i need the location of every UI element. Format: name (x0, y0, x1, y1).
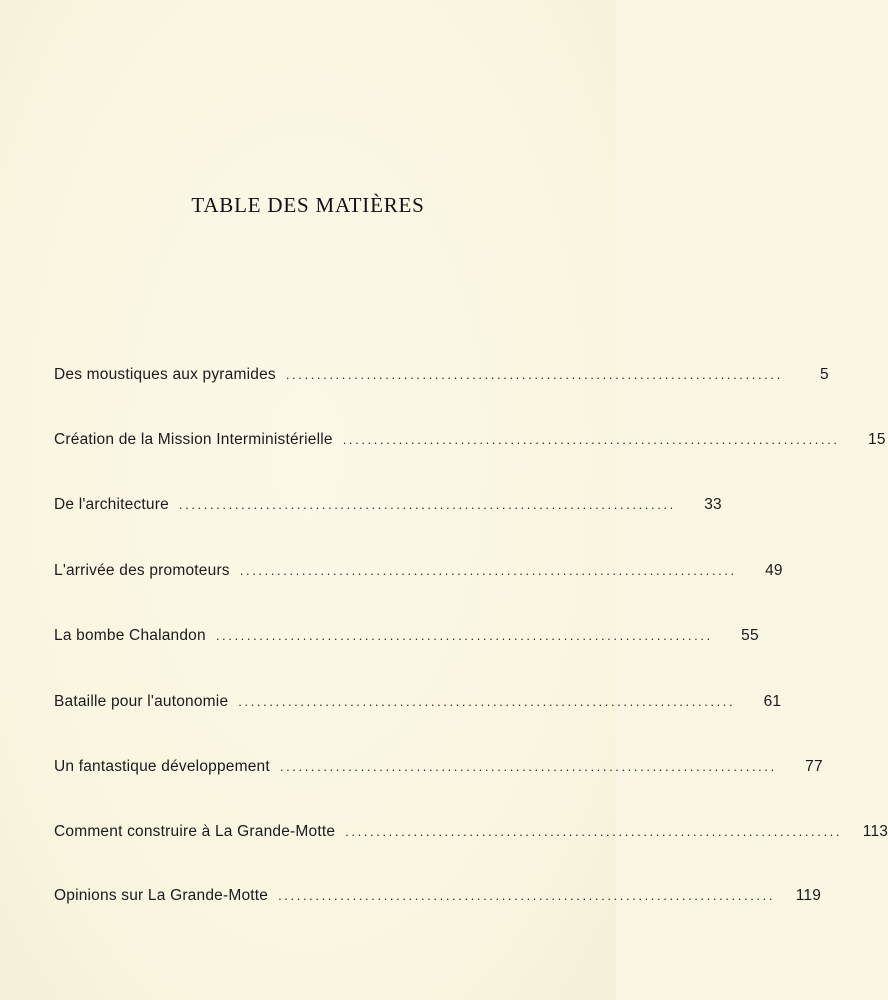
dot-leader: ................................................................................ (285, 367, 783, 382)
toc-entry (54, 431, 886, 455)
toc-entry-page: 5 (819, 366, 829, 383)
toc-entry (54, 887, 822, 911)
toc-entry (54, 693, 782, 717)
toc-entry-title: Création de la Mission Interministérielle (54, 431, 333, 448)
toc-entry (54, 823, 888, 847)
toc-entry-page: 119 (795, 887, 822, 904)
toc-entry-page: 61 (763, 693, 782, 710)
dot-leader: ................................................................................ (278, 888, 776, 903)
toc-entry-page: 113 (862, 823, 888, 840)
dot-leader: ................................................................................ (238, 694, 736, 709)
toc-entry-title: Bataille pour l'autonomie (54, 693, 229, 710)
toc-entry-title: Comment construire à La Grande-Motte (54, 823, 336, 840)
toc-entry (54, 366, 829, 390)
toc-entry-title: L'arrivée des promoteurs (54, 562, 230, 579)
dot-leader: ................................................................................ (215, 628, 713, 643)
toc-entry-page: 55 (741, 627, 759, 644)
toc-entry-title: Un fantastique développement (54, 758, 270, 775)
toc-entry (54, 627, 759, 651)
dot-leader: ................................................................................ (342, 432, 840, 447)
toc-entry-title: La bombe Chalandon (54, 627, 206, 644)
toc-entry-page: 15 (868, 431, 886, 448)
toc-entry-title: De l'architecture (54, 496, 169, 513)
toc-entry-page: 77 (805, 758, 823, 775)
dot-leader: ................................................................................ (239, 563, 737, 578)
toc-entry-title: Des moustiques aux pyramides (54, 366, 276, 383)
toc-entry (54, 496, 722, 520)
dot-leader: ................................................................................ (279, 759, 777, 774)
toc-entry-title: Opinions sur La Grande-Motte (54, 887, 269, 904)
page-title: TABLE DES MATIÈRES (191, 193, 425, 217)
toc-entry (54, 562, 783, 586)
toc-entry-page: 33 (704, 496, 722, 513)
toc-entry-page: 49 (765, 562, 783, 579)
dot-leader: ................................................................................ (345, 824, 843, 839)
toc-entry (54, 758, 823, 782)
dot-leader: ................................................................................ (178, 497, 676, 512)
